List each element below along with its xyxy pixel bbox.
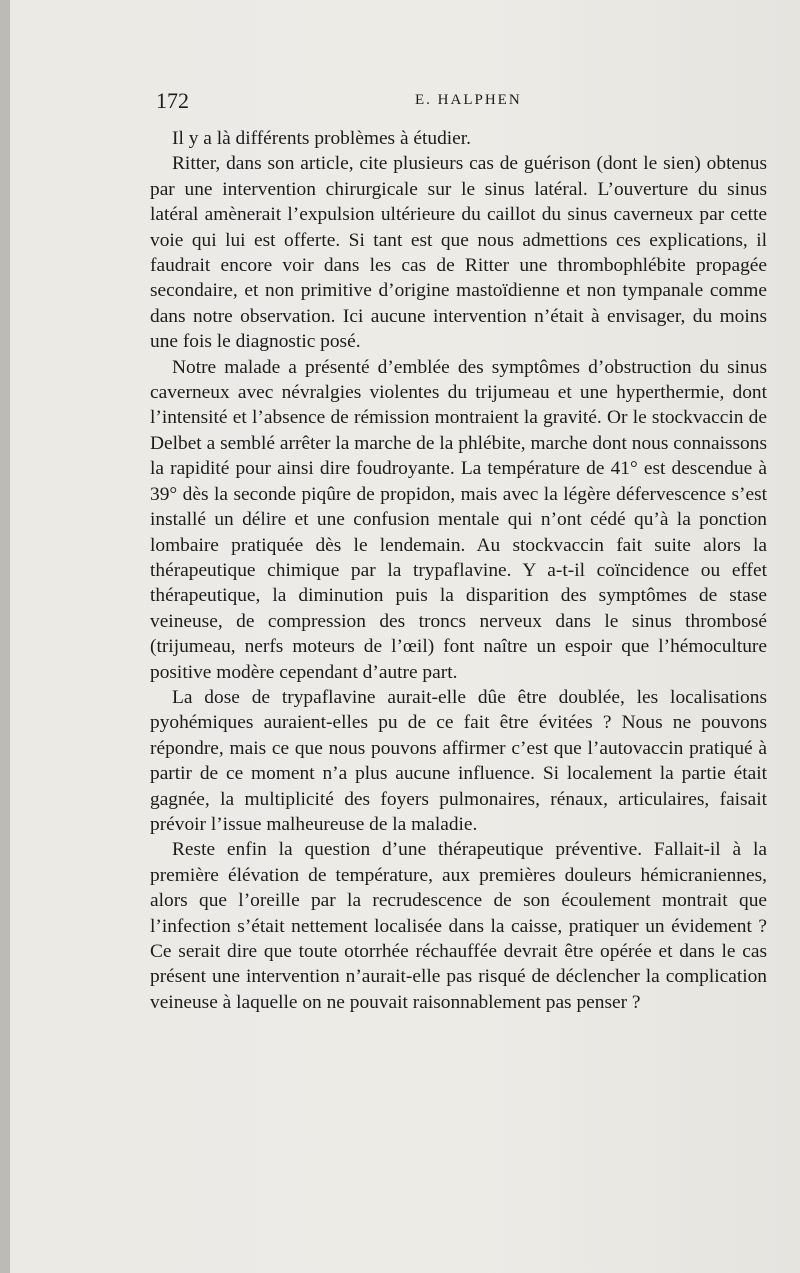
- paragraph: La dose de trypaflavine aurait-elle dûe être doublée, les localisations pyohémiques auraient-elles pu de ce fait être évitées ? Nous ne pouvons répondre, mais ce que nous pouvons affirmer c’est que l’autovaccin pratiqué à partir de ce moment n’a plus aucune influence. Si localement la partie était gagnée, la multiplicité des foyers pulmonaires, rénaux, articulaires, faisait prévoir l’issue malheureuse de la maladie.: [150, 686, 767, 835]
- paragraph: Il y a là différents problèmes à étudier.: [172, 128, 472, 149]
- scan-edge: [0, 0, 10, 1273]
- page-number: 172: [156, 88, 189, 113]
- running-head: E. HALPHEN: [415, 92, 522, 108]
- paragraph: Reste enfin la question d’une thérapeutique préventive. Fallait-il à la première élévation de température, aux premières douleurs hémicraniennes, alors que l’oreille par la recrudescence de son écoulement montrait que l’infection s’était nettement localisée dans la caisse, pratiquer un évidement ? Ce serait dire que toute otorrhée réchauffée devrait être opérée et dans le cas présent une intervention n’aurait-elle pas risqué de déclencher la complication veineuse à laquelle on ne pouvait raisonnablement pas penser ?: [150, 839, 767, 1013]
- body-text: [150, 126, 767, 1015]
- paragraph: Notre malade a présenté d’emblée des symptômes d’obstruction du sinus caverneux avec névralgies violentes du trijumeau et une hyperthermie, dont l’intensité et l’absence de rémission montraient la gravité. Or le stockvaccin de Delbet a semblé arrêter la marche de la phlébite, marche dont nous connaissons la rapidité pour ainsi dire foudroyante. La température de 41° est descendue à 39° dès la seconde piqûre de propidon, mais avec la légère défervescence s’est installé un délire et une confusion mentale qui n’ont cédé qu’à la ponction lombaire pratiquée dès le lendemain. Au stockvaccin fait suite alors la thérapeutique chimique par la trypaflavine. Y a-t-il coïncidence ou effet thérapeutique, la diminution puis la disparition des symptômes de stase veineuse, de compression des troncs nerveux dans le sinus thrombosé (trijumeau, nerfs moteurs de l’œil) font naître un espoir que l’hémoculture positive modère cependant d’autre part.: [150, 356, 767, 683]
- page-header: [150, 88, 780, 116]
- paragraph: Ritter, dans son article, cite plusieurs cas de guérison (dont le sien) obtenus par une intervention chirurgicale sur le sinus latéral. L’ouverture du sinus latéral amènerait l’expulsion ultérieure du caillot du sinus caverneux par cette voie qui lui est offerte. Si tant est que nous admettions ces explications, il faudrait encore voir dans les cas de Ritter une thrombophlébite propagée secondaire, et non primitive d’origine mastoïdienne et non tympanale comme dans notre observation. Ici aucune intervention n’était à envisager, du moins une fois le diagnostic posé.: [150, 153, 767, 353]
